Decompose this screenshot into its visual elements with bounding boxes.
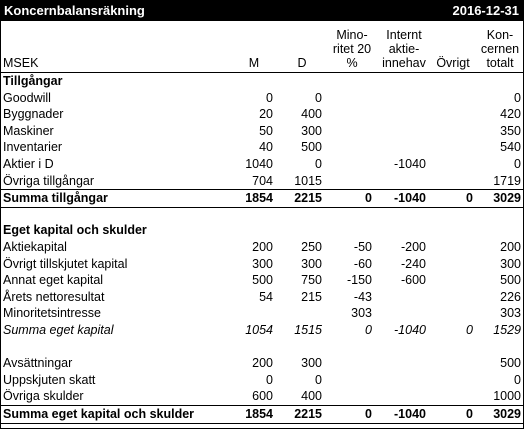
- cell-koncern: 303: [500, 306, 521, 321]
- row-label: Inventarier: [3, 140, 63, 155]
- row-label: Aktiekapital: [3, 240, 67, 254]
- cell-koncern: 3029: [493, 407, 521, 421]
- row-label: Tillgångar: [3, 74, 63, 88]
- cell-koncern: 0: [514, 157, 521, 171]
- cell-ovrigt: 0: [466, 323, 473, 337]
- cell-internt: -200: [400, 240, 426, 254]
- cell-d: 750: [301, 273, 322, 288]
- sheet-title: Koncernbalansräkning: [4, 3, 145, 18]
- header-ovrigt: Övrigt: [436, 56, 470, 70]
- header-koncern-line3: totalt: [486, 56, 514, 70]
- cell-d: 300: [301, 356, 322, 371]
- table-row: [1, 339, 523, 356]
- cell-koncern: 0: [514, 372, 521, 387]
- header-minoritet-line1: Mino-: [336, 28, 368, 42]
- cell-m: 1054: [245, 323, 273, 337]
- cell-internt: -1040: [394, 407, 426, 421]
- cell-koncern: 0: [514, 90, 521, 105]
- row-label: Övrigt tillskjutet kapital: [3, 256, 128, 271]
- cell-d: 0: [315, 372, 322, 387]
- cell-m: 50: [259, 123, 273, 138]
- cell-internt: -240: [400, 256, 426, 271]
- cell-koncern: 350: [500, 123, 521, 138]
- header-internt-line2: aktie-: [388, 42, 420, 56]
- cell-m: 54: [259, 289, 273, 304]
- table-row: [1, 388, 523, 405]
- cell-minoritet: -50: [353, 240, 372, 254]
- cell-m: 1854: [245, 407, 273, 421]
- table-row: [1, 289, 523, 306]
- table-row: [1, 256, 523, 273]
- cell-m: 0: [266, 372, 273, 387]
- cell-m: 200: [252, 356, 273, 371]
- cell-m: 200: [252, 240, 273, 254]
- table-row: [1, 222, 523, 239]
- cell-d: 400: [301, 107, 322, 122]
- cell-m: 20: [259, 107, 273, 122]
- row-label: Summa eget kapital och skulder: [3, 407, 195, 421]
- cell-internt: -600: [400, 273, 426, 288]
- cell-m: 1854: [245, 191, 273, 206]
- cell-d: 400: [301, 389, 322, 404]
- cell-koncern: 1529: [493, 323, 521, 337]
- table-row: [1, 305, 523, 322]
- cell-d: 215: [301, 289, 322, 304]
- row-label: Uppskjuten skatt: [3, 372, 96, 387]
- cell-koncern: 226: [500, 289, 521, 304]
- table-row: [1, 90, 523, 107]
- table-row: [1, 206, 523, 223]
- header-koncern-line2: cernen: [480, 42, 520, 56]
- cell-koncern: 500: [500, 356, 521, 371]
- row-label: Aktier i D: [3, 157, 54, 171]
- cell-minoritet: -150: [346, 273, 372, 288]
- title-bar: [1, 1, 523, 21]
- cell-d: 0: [315, 90, 322, 105]
- cell-m: 600: [252, 389, 273, 404]
- cell-internt: -1040: [394, 323, 426, 337]
- header-koncern: [477, 28, 523, 70]
- cell-minoritet: -43: [353, 289, 372, 304]
- header-minoritet-line2: ritet 20: [332, 42, 372, 56]
- table-row: [1, 322, 523, 339]
- cell-koncern: 1000: [493, 389, 521, 404]
- row-label: Annat eget kapital: [3, 273, 104, 288]
- table-row: [1, 139, 523, 156]
- cell-internt: -1040: [394, 157, 426, 171]
- cell-d: 300: [301, 123, 322, 138]
- row-label: Årets nettoresultat: [3, 289, 105, 304]
- cell-koncern: 1719: [493, 173, 521, 188]
- cell-m: 40: [259, 140, 273, 155]
- header-minoritet: [327, 28, 377, 70]
- cell-d: 500: [301, 140, 322, 155]
- cell-d: 2215: [294, 407, 322, 421]
- cell-m: 300: [252, 256, 273, 271]
- table-row: [1, 73, 523, 90]
- cell-koncern: 420: [500, 107, 521, 122]
- cell-minoritet: -60: [353, 256, 372, 271]
- header-m: M: [248, 56, 260, 70]
- cell-ovrigt: 0: [466, 407, 473, 421]
- row-label: Summa eget kapital: [3, 323, 114, 337]
- table-row: [1, 272, 523, 289]
- cell-internt: -1040: [394, 191, 426, 206]
- row-label: Maskiner: [3, 123, 54, 138]
- header-koncern-line1: Kon-: [486, 28, 514, 42]
- row-label: Goodwill: [3, 90, 51, 105]
- cell-koncern: 200: [500, 240, 521, 254]
- cell-minoritet: 0: [365, 407, 372, 421]
- cell-m: 1040: [245, 157, 273, 171]
- table-row: [1, 355, 523, 372]
- cell-d: 300: [301, 256, 322, 271]
- cell-m: 704: [252, 173, 273, 188]
- cell-d: 0: [315, 157, 322, 171]
- row-label: Eget kapital och skulder: [3, 223, 147, 238]
- header-d: D: [297, 56, 307, 70]
- cell-koncern: 3029: [493, 191, 521, 206]
- cell-d: 250: [301, 240, 322, 254]
- cell-koncern: 500: [500, 273, 521, 288]
- header-internt-line3: innehav: [382, 56, 426, 70]
- sheet-date: 2016-12-31: [452, 3, 519, 18]
- cell-koncern: 300: [500, 256, 521, 271]
- table-row: [1, 106, 523, 123]
- header-internt-line1: Internt: [386, 28, 422, 42]
- cell-d: 2215: [294, 191, 322, 206]
- header-minoritet-line3: %: [346, 56, 358, 70]
- table-row: [1, 372, 523, 389]
- cell-ovrigt: 0: [466, 191, 473, 206]
- row-label: Avsättningar: [3, 356, 73, 371]
- row-label: Summa tillgångar: [3, 191, 108, 206]
- row-label: Minoritetsintresse: [3, 306, 101, 321]
- row-label: Övriga tillgångar: [3, 173, 95, 188]
- cell-d: 1515: [294, 323, 322, 337]
- table-row: [1, 156, 523, 173]
- table-row: [1, 405, 523, 424]
- cell-m: 500: [252, 273, 273, 288]
- cell-d: 1015: [294, 173, 322, 188]
- cell-minoritet: 303: [351, 306, 372, 321]
- header-internt: [376, 28, 432, 70]
- cell-minoritet: 0: [365, 323, 372, 337]
- cell-minoritet: 0: [365, 191, 372, 206]
- table-row: [1, 239, 523, 256]
- cell-m: 0: [266, 90, 273, 105]
- cell-koncern: 540: [500, 140, 521, 155]
- header-msek: MSEK: [3, 56, 39, 70]
- table-row: [1, 123, 523, 140]
- row-label: Byggnader: [3, 107, 64, 122]
- column-header: [1, 22, 523, 72]
- row-label: Övriga skulder: [3, 389, 84, 404]
- table-row: [1, 173, 523, 190]
